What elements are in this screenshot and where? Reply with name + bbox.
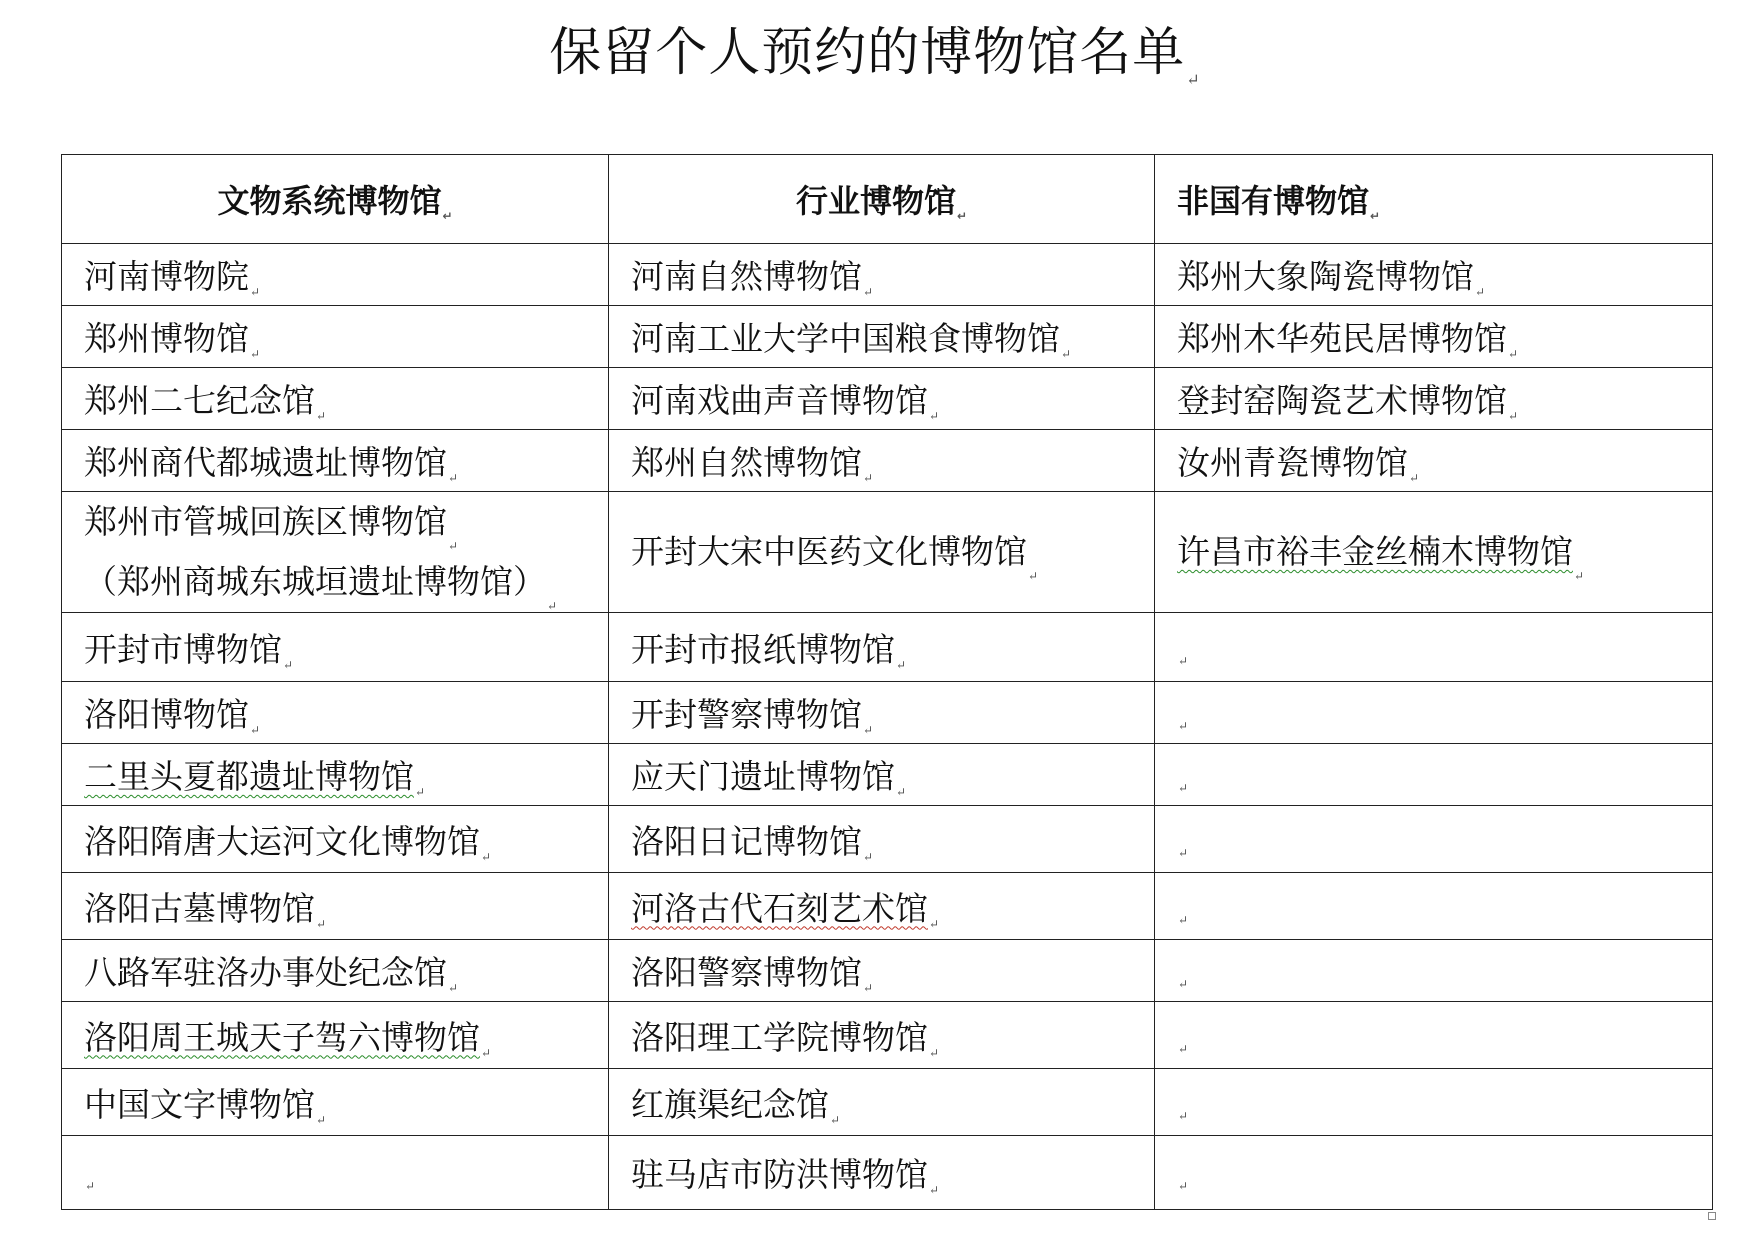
table-cell [609,244,1155,306]
table-cell [1155,368,1713,430]
table-cell [609,1002,1155,1069]
paragraph-mark: ↵ [85,1179,96,1193]
table-cell [1155,1002,1713,1069]
table-cell-text: 应天门遗址博物馆 [631,757,895,796]
paragraph-mark: ↵ [316,409,327,423]
paragraph-mark: ↵ [929,1183,940,1197]
table-row [62,806,1713,873]
table-cell-text: 郑州木华苑民居博物馆 [1177,319,1507,358]
table-cell-text: 洛阳警察博物馆 [631,953,862,992]
museum-table [61,154,1713,1210]
table-cell [1155,1069,1713,1136]
table-cell-text: 汝州青瓷博物馆 [1177,443,1408,482]
table-row [62,940,1713,1002]
paragraph-mark: ↵ [929,409,940,423]
paragraph-mark: ↵ [1178,977,1189,991]
table-cell [62,682,609,744]
table-cell [1155,306,1713,368]
table-cell [1155,244,1713,306]
table-end-marker [1708,1212,1716,1220]
paragraph-mark: ↵ [283,657,294,672]
table-row [62,1069,1713,1136]
table-cell [62,613,609,682]
paragraph-mark: ↵ [1178,719,1189,733]
table-cell [1155,492,1713,613]
table-cell [609,873,1155,940]
table-cell [62,244,609,306]
paragraph-mark: ↵ [1178,845,1189,860]
table-cell-line2: （郑州商城东城垣遗址博物馆） [84,562,546,601]
table-cell [609,492,1155,613]
paragraph-mark: ↵ [1178,1179,1189,1193]
paragraph-mark: ↵ [1574,569,1585,583]
table-cell [609,744,1155,806]
table-cell [609,940,1155,1002]
table-header-row [62,155,1713,244]
paragraph-mark: ↵ [1178,653,1189,668]
table-cell [1155,940,1713,1002]
table-cell-text: 郑州自然博物馆 [631,443,862,482]
paragraph-mark: ↵ [1178,912,1189,927]
table-cell-text: 河洛古代石刻艺术馆 [631,888,928,928]
paragraph-mark: ↵ [316,1112,327,1127]
table-cell-text: 郑州市管城回族区博物馆 [84,502,447,541]
table-cell-text: 驻马店市防洪博物馆 [631,1155,928,1194]
document-title-text: 保留个人预约的博物馆名单 [549,23,1186,83]
paragraph-mark: ↵ [929,1045,940,1060]
table-cell-text: 洛阳理工学院博物馆 [631,1017,928,1057]
paragraph-mark: ↵ [547,599,558,613]
table-cell [62,306,609,368]
table-cell-text: 登封窑陶瓷艺术博物馆 [1177,381,1507,420]
paragraph-mark: ↵ [1370,209,1381,223]
table-cell [609,613,1155,682]
table-cell [1155,430,1713,492]
table-cell-text: 开封警察博物馆 [631,695,862,734]
paragraph-mark: ↵ [1178,1041,1189,1056]
paragraph-mark: ↵ [863,285,874,299]
table-row [62,430,1713,492]
paragraph-mark: ↵ [448,981,459,995]
paragraph-mark: ↵ [448,539,459,553]
table-cell [609,430,1155,492]
paragraph-mark: ↵ [1178,1108,1189,1123]
table-cell-text: 郑州商代都城遗址博物馆 [84,443,447,482]
paragraph-mark: ↵ [1178,781,1189,795]
table-row [62,682,1713,744]
table-row [62,368,1713,430]
column-header-cultural-relics: 文物系统博物馆↵ [62,155,609,244]
table-cell [62,940,609,1002]
paragraph-mark: ↵ [863,981,874,995]
paragraph-mark: ↵ [1028,569,1039,583]
table-row [62,873,1713,940]
table-cell [1155,744,1713,806]
table-row [62,306,1713,368]
table-cell-text: 红旗渠纪念馆 [631,1084,829,1124]
paragraph-mark: ↵ [250,347,261,361]
paragraph-mark: ↵ [1508,347,1519,361]
paragraph-mark: ↵ [1409,471,1420,485]
table-cell-text: 河南戏曲声音博物馆 [631,381,928,420]
table-cell [62,744,609,806]
paragraph-mark: ↵ [863,849,874,864]
paragraph-mark: ↵ [481,1045,492,1060]
table-cell [609,306,1155,368]
column-header-non-state: 非国有博物馆↵ [1155,155,1713,244]
table-cell-text: 洛阳日记博物馆 [631,821,862,861]
table-cell [609,368,1155,430]
paragraph-mark: ↵ [830,1112,841,1127]
paragraph-mark: ↵ [956,209,968,223]
paragraph-mark: ↵ [1508,409,1519,423]
paragraph-mark: ↵ [316,916,327,931]
table-cell [62,873,609,940]
paragraph-mark: ↵ [250,285,261,299]
paragraph-mark: ↵ [481,849,492,864]
paragraph-mark: ↵ [1186,70,1201,89]
table-cell-text: 许昌市裕丰金丝楠木博物馆 [1177,532,1573,571]
table-cell-text: 洛阳隋唐大运河文化博物馆 [84,821,480,861]
paragraph-mark: ↵ [415,785,426,799]
table-cell-text: 洛阳古墓博物馆 [84,888,315,928]
table-cell [1155,873,1713,940]
table-cell-text: 二里头夏都遗址博物馆 [84,757,414,796]
paragraph-mark: ↵ [929,916,940,931]
table-cell-text: 开封市博物馆 [84,629,282,669]
table-row [62,744,1713,806]
table-cell [62,806,609,873]
table-cell-text: 郑州大象陶瓷博物馆 [1177,257,1474,296]
table-cell [62,368,609,430]
table-cell [609,806,1155,873]
table-cell [609,682,1155,744]
table-row [62,613,1713,682]
table-cell [609,1069,1155,1136]
paragraph-mark: ↵ [1475,285,1486,299]
table-cell-text: 郑州博物馆 [84,319,249,358]
paragraph-mark: ↵ [863,723,874,737]
table-cell [62,430,609,492]
table-cell [1155,806,1713,873]
table-cell-text: 河南自然博物馆 [631,257,862,296]
table-cell-text: 中国文字博物馆 [84,1084,315,1124]
table-cell-text: 开封市报纸博物馆 [631,629,895,669]
paragraph-mark: ↵ [442,209,453,223]
paragraph-mark: ↵ [250,723,261,737]
table-row [62,244,1713,306]
table-cell-text: 洛阳博物馆 [84,695,249,734]
paragraph-mark: ↵ [896,785,907,799]
column-header-industry: 行业博物馆↵ [609,155,1155,244]
table-cell [62,1136,609,1210]
table-cell-text: 郑州二七纪念馆 [84,381,315,420]
table-cell-text: 洛阳周王城天子驾六博物馆 [84,1017,480,1057]
paragraph-mark: ↵ [863,471,874,485]
table-row [62,1002,1713,1069]
table-cell [1155,1136,1713,1210]
table-cell [1155,613,1713,682]
table-cell-text: 河南博物院 [84,257,249,296]
table-cell [1155,682,1713,744]
table-cell-text: 河南工业大学中国粮食博物馆 [631,319,1060,358]
paragraph-mark: ↵ [896,657,907,672]
paragraph-mark: ↵ [448,471,459,485]
table-cell [609,1136,1155,1210]
table-row [62,1136,1713,1210]
document-title [0,18,1750,88]
paragraph-mark: ↵ [1061,347,1072,361]
table-cell [62,1002,609,1069]
table-cell-text: 开封大宋中医药文化博物馆 [631,532,1027,571]
table-cell [62,492,609,613]
table-cell [62,1069,609,1136]
table-cell-text: 八路军驻洛办事处纪念馆 [84,953,447,992]
table-row [62,492,1713,613]
